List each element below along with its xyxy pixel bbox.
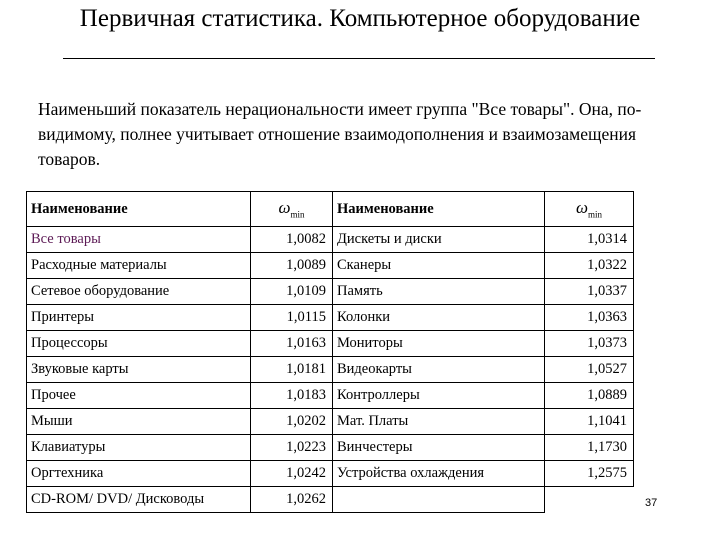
item-name-left: Сетевое оборудование — [27, 279, 251, 305]
slide-title: Первичная статистика. Компьютерное оборудование — [79, 5, 641, 32]
page-number: 37 — [645, 497, 658, 509]
item-value-left: 1,0163 — [251, 331, 333, 357]
table-row — [27, 357, 634, 383]
table-row — [27, 305, 634, 331]
item-value-right: 1,0363 — [545, 305, 634, 331]
header-name-right: Наименование — [333, 192, 545, 227]
item-value-right: 1,0889 — [545, 383, 634, 409]
table-row — [27, 331, 634, 357]
table-row — [27, 409, 634, 435]
item-name-right: Контроллеры — [333, 383, 545, 409]
item-value-right: 1,1041 — [545, 409, 634, 435]
intro-paragraph: Наименьший показатель нерациональности имеет группа "Все товары". Она, по-видимому, полнее учитывает отношение взаимодополнения и взаимозамещения товаров. — [38, 99, 642, 169]
omega-subscript: min — [588, 209, 603, 220]
item-value-right: 1,0527 — [545, 357, 634, 383]
table-row — [27, 279, 634, 305]
item-name-left: Принтеры — [27, 305, 251, 331]
item-name-left: Звуковые карты — [27, 357, 251, 383]
item-value-left: 1,0262 — [251, 487, 333, 513]
header-omega-left — [251, 192, 333, 227]
item-value-right: 1,2575 — [545, 461, 634, 487]
item-value-left: 1,0223 — [251, 435, 333, 461]
item-name-left: Мыши — [27, 409, 251, 435]
omega-symbol: ω — [575, 198, 588, 218]
item-name-left: Процессоры — [27, 331, 251, 357]
equipment-table — [26, 191, 634, 513]
item-value-right: 1,0373 — [545, 331, 634, 357]
omega-symbol: ω — [278, 198, 291, 218]
table-row — [27, 487, 634, 513]
item-value-left: 1,0181 — [251, 357, 333, 383]
item-value-left: 1,0242 — [251, 461, 333, 487]
item-name-right: Мат. Платы — [333, 409, 545, 435]
item-value-left: 1,0202 — [251, 409, 333, 435]
item-value-right: 1,1730 — [545, 435, 634, 461]
table-row — [27, 435, 634, 461]
item-name-right: Память — [333, 279, 545, 305]
item-name-right: Колонки — [333, 305, 545, 331]
item-name-right: Устройства охлаждения — [333, 461, 545, 487]
item-value-right: 1,0322 — [545, 253, 634, 279]
item-name-right — [333, 487, 545, 513]
item-name-right: Сканеры — [333, 253, 545, 279]
item-value-left: 1,0089 — [251, 253, 333, 279]
item-name-right: Мониторы — [333, 331, 545, 357]
title-divider — [63, 58, 655, 59]
table-row — [27, 461, 634, 487]
item-value-left: 1,0183 — [251, 383, 333, 409]
item-name-left: Клавиатуры — [27, 435, 251, 461]
item-value-right: 1,0314 — [545, 227, 634, 253]
item-name-left: Расходные материалы — [27, 253, 251, 279]
item-name-right: Дискеты и диски — [333, 227, 545, 253]
table-row — [27, 253, 634, 279]
item-name-left: CD-ROM/ DVD/ Дисководы — [27, 487, 251, 513]
item-value-left: 1,0115 — [251, 305, 333, 331]
item-value-right: 1,0337 — [545, 279, 634, 305]
header-omega-right — [545, 192, 634, 227]
omega-subscript: min — [290, 209, 305, 220]
item-name-right: Винчестеры — [333, 435, 545, 461]
table-row — [27, 227, 634, 253]
table-header-row — [27, 192, 634, 227]
item-name-left: Все товары — [27, 227, 251, 253]
item-name-right: Видеокарты — [333, 357, 545, 383]
item-name-left: Прочее — [27, 383, 251, 409]
item-value-left: 1,0109 — [251, 279, 333, 305]
item-value-left: 1,0082 — [251, 227, 333, 253]
item-value-right — [545, 487, 634, 513]
header-name-left: Наименование — [27, 192, 251, 227]
item-name-left: Оргтехника — [27, 461, 251, 487]
table-row — [27, 383, 634, 409]
